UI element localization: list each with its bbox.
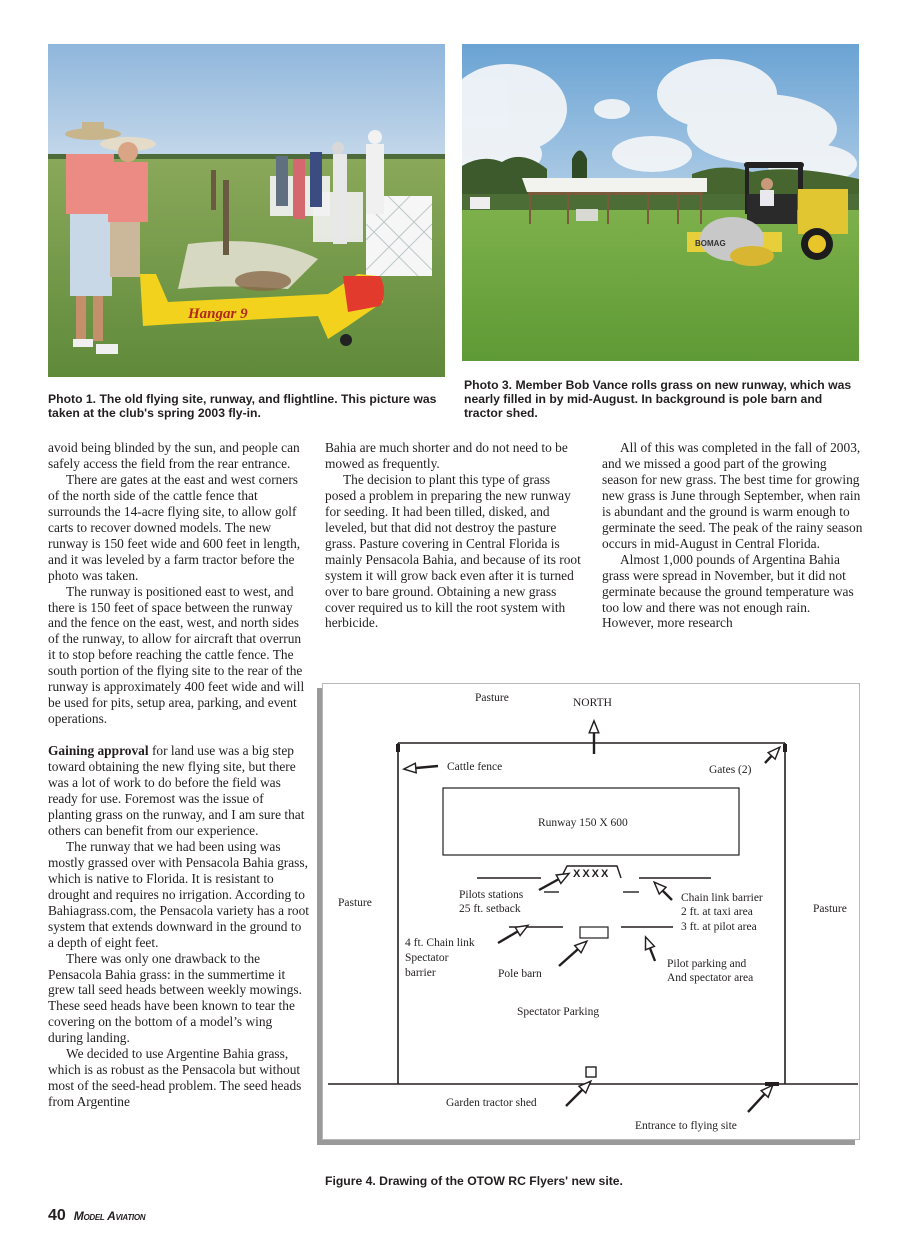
paragraph: Bahia are much shorter and do not need to be mowed as frequently. [325,440,568,471]
photo-1 [48,44,445,377]
pilot-parking-arrow [646,938,655,961]
figure-4-caption: Figure 4. Drawing of the OTOW RC Flyers' new site. [325,1174,623,1188]
site-diagram-drawing [323,684,859,1139]
entrance-gate [765,1082,779,1086]
paragraph: avoid being blinded by the sun, and people can safely access the field from the rear entrance. [48,440,300,471]
paragraph: We decided to use Argentine Bahia grass, which is as robust as the Pensacola but without most of the seed-head problem. The seed heads from Argentine [48,1046,302,1110]
section-lead-text: for land use was a big step toward obtaining the new flying site, but there was a lot of work to do before the field was ready for use. Foremost was the issue of planting grass on the runway, and I am sure that others can benefit from our experience. [48,743,305,838]
east-gate [783,744,787,752]
photo-3-caption: Photo 3. Member Bob Vance rolls grass on new runway, which was nearly filled in by mid-August. In background is pole barn and tractor shed. [464,378,852,420]
article-column-2 [325,440,583,631]
label-gates: Gates (2) [709,764,752,776]
roller-brand-text: BOMAG [695,239,726,248]
paragraph: All of this was completed in the fall of 2003, and we missed a good part of the growing season for new grass. The best time for growing new grass is June through September, when rain is abundant and the ground is warm enough to germinate the seed. The peak of the rainy season occurs in mid-August in Central Florida. [602,440,863,551]
spectator-barrier-arrow [498,926,527,943]
paragraph: Almost 1,000 pounds of Argentina Bahia grass were spread in November, but it did not germinate because the ground temperature was too low and there was not enough rain. However, more research [602,551,854,631]
label-setback: 25 ft. setback [459,903,521,915]
paragraph: There was only one drawback to the Pensacola Bahia grass: in the summertime it grew tall seed heads between weekly mowings. These seed heads have been known to tear the covering on the bottom of a model’s wing during landing. [48,950,302,1046]
label-north: NORTH [573,697,612,709]
article-column-1 [48,440,310,1110]
label-pilot-area-height: 3 ft. at pilot area [681,921,757,933]
cattle-fence-arrow [405,766,438,769]
paragraph: There are gates at the east and west corners of the north side of the cattle fence that surrounds the 14-acre flying site, to allow golf carts to recover downed models. The new runway is 150 feet wide and 600 feet in length, and it was leveled by a farm tractor before the photo was taken. [48,471,301,583]
label-chain-link-barrier: Chain link barrier [681,892,763,904]
label-pasture-west: Pasture [338,897,372,909]
label-cattle-fence: Cattle fence [447,761,503,773]
label-spectator-parking: Spectator Parking [517,1006,600,1018]
section-lead-in: Gaining approval [48,743,149,759]
photo-3-image [462,44,859,361]
label-garden-shed: Garden tractor shed [446,1097,537,1109]
photo-3 [462,44,859,361]
gates-arrow [765,748,779,763]
pilot-station-marks: XXXX [573,868,611,880]
site-diagram [322,683,860,1140]
page-footer [48,1207,145,1225]
label-pasture-east: Pasture [813,903,847,915]
garden-shed-arrow [566,1082,590,1106]
label-pole-barn: Pole barn [498,968,542,980]
page-number: 40 [48,1207,66,1224]
chain-link-arrow [655,883,672,900]
label-runway: Runway 150 X 600 [538,817,628,829]
label-taxi-area-height: 2 ft. at taxi area [681,906,753,918]
label-spectator-barrier-3: barrier [405,967,436,979]
label-spectator-barrier-1: 4 ft. Chain link [405,937,475,949]
pilot-stations-arrow [539,874,568,890]
label-entrance: Entrance to flying site [635,1120,737,1132]
paragraph: The runway that we had been using was mostly grassed over with Pensacola Bahia grass, which is native to Florida. It is resistant to drought and requires no irrigation. According to Bahiagrass.com, the Pensacola variety has a root system that extends downward in the ground to a depth of eight feet. [48,838,310,950]
west-gate [396,744,400,752]
photo-1-image [48,44,445,377]
magazine-name: Model Aviation [73,1209,146,1223]
paragraph: The decision to plant this type of grass posed a problem in preparing the new runway for seeding. It had been tilled, disked, and leveled, but that did not destroy the pasture grass. Pasture covering in Central Florida is mainly Pensacola Bahia, and because of its root system it will grow back even after it is turned over to bare ground. Obtaining a new grass cover required us to kill the root system with herbicide. [325,471,581,631]
label-pilots-stations: Pilots stations [459,889,524,901]
label-pasture-north: Pasture [475,692,509,704]
label-pilot-parking-1: Pilot parking and [667,958,747,970]
plane-logo-text: Hangar 9 [188,306,248,322]
photo-1-caption: Photo 1. The old flying site, runway, and flightline. This picture was taken at the club's spring 2003 fly-in. [48,392,437,420]
paragraph: The runway is positioned east to west, and there is 150 feet of space between the runway and the fence on the east, west, and north sides of the runway, to allow for aircraft that overrun it to stop before reaching the cattle fence. The south portion of the flying site to the rear of the runway is approximately 400 feet wide and will be used for pits, setup area, parking, and event operations. [48,583,305,727]
label-pilot-parking-2: And spectator area [667,972,754,984]
article-column-3 [602,440,864,631]
entrance-arrow [748,1086,772,1112]
section-lead-paragraph [48,743,310,839]
pole-barn-arrow [559,942,586,966]
garden-shed-symbol [586,1067,596,1077]
pole-barn-symbol [580,927,608,938]
label-spectator-barrier-2: Spectator [405,952,449,964]
